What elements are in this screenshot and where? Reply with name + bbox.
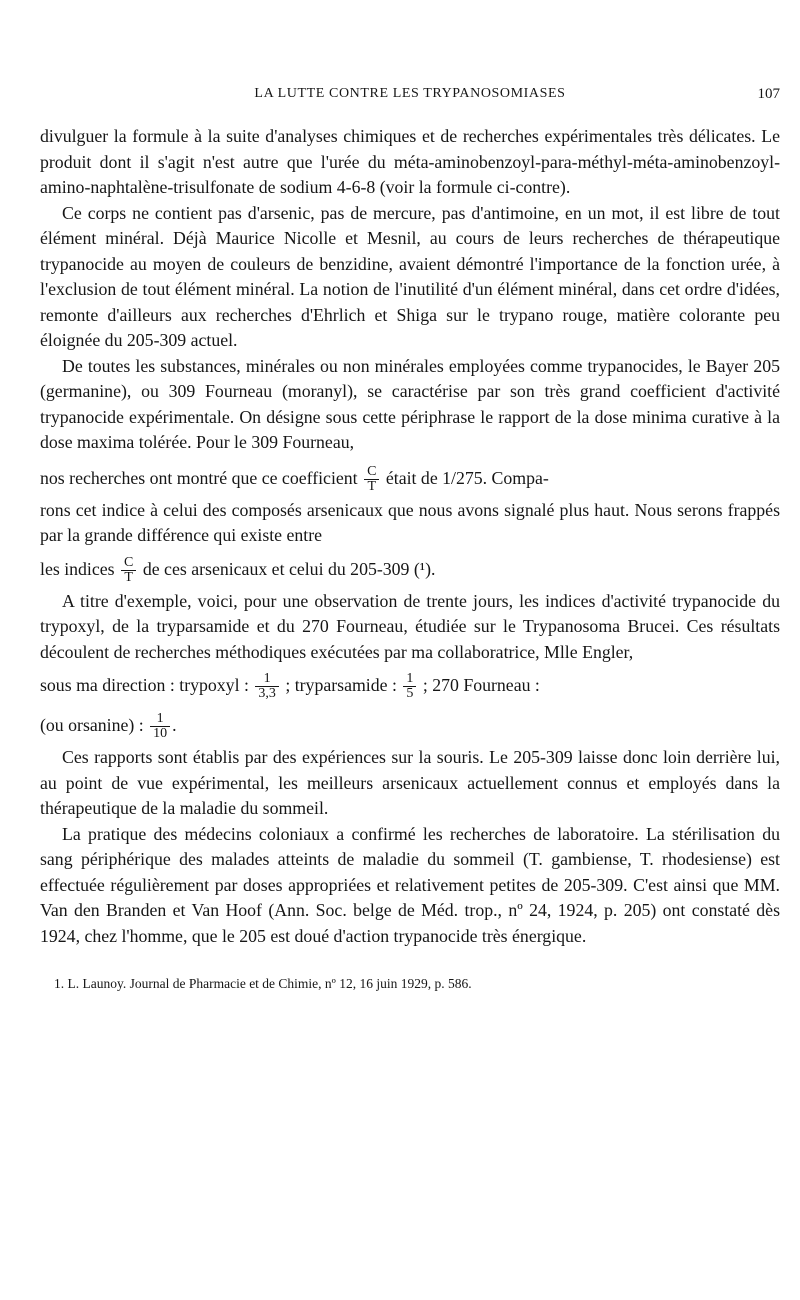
fraction-numerator: 1 bbox=[255, 672, 279, 687]
body-text bbox=[40, 124, 780, 949]
fraction-coefficient bbox=[364, 465, 379, 494]
orsanine-line: (ou orsanine) : $\frac{1}{10}$ . bbox=[40, 711, 177, 742]
fraction-numerator: 1 bbox=[150, 712, 170, 727]
fraction-indices bbox=[121, 556, 136, 585]
running-head-title: LA LUTTE CONTRE LES TRYPANOSOMIASES bbox=[254, 86, 566, 101]
fraction-tryparsamide bbox=[403, 672, 416, 701]
fraction-numerator: C bbox=[121, 556, 136, 571]
ratios-line bbox=[40, 665, 780, 705]
paragraph-3-continued: rons cet indice à celui des composés arsenicaux que nous avons signalé plus haut. Nous serons frappés par la grande différence qui existe entre bbox=[40, 499, 780, 545]
paragraph-2: Ce corps ne contient pas d'arsenic, pas de mercure, pas d'antimoine, en un mot, il est libre de tout élément minéral. Déjà Maurice Nicolle et Mesnil, au cours de leurs recherches de thérapeutique trypanocide au moyen de couleurs de benzidine, avaient démontré l'importance de la fonction urée, à l'exclusion de tout élément minéral. La notion de l'inutilité d'un élément minéral, dans cet ordre d'idées, remonte d'ailleurs aux recherches d'Ehrlich et Shiga sur le trypano rouge, matière colorante peu éloignée du 205-309 actuel. bbox=[40, 202, 780, 350]
fourneau-label: ; 270 Fourneau : bbox=[422, 675, 540, 695]
page bbox=[40, 86, 780, 993]
paragraph-6: La pratique des médecins coloniaux a confirmé les recherches de laboratoire. La stérilisation du sang périphérique des malades atteints de maladie du sommeil (T. gambiense, T. rhodesiense) est effectuée régulièrement par doses appropriées et relativement petites de 205-309. C'est ainsi que MM. Van den Branden et Van Hoof (Ann. Soc. belge de Méd. trop., nº 24, 1924, p. 205) ont constaté dès 1924, chez l'homme, que le 205 est doué d'action trypanocide très énergique. bbox=[40, 823, 780, 946]
fraction-denominator: T bbox=[124, 569, 133, 585]
tryparsamide-label: ; tryparsamide : bbox=[285, 675, 397, 695]
footnote: 1. L. Launoy. Journal de Pharmacie et de Chimie, nº 12, 16 juin 1929, p. 586. bbox=[54, 976, 472, 991]
fraction-trypoxyl bbox=[255, 672, 279, 701]
fraction-orsanine bbox=[150, 712, 170, 741]
indices-line bbox=[40, 549, 780, 589]
fraction-denominator: 5 bbox=[406, 686, 414, 702]
fraction-denominator: T bbox=[367, 478, 377, 494]
coefficient-text-after: était de 1/275. Compa- bbox=[385, 467, 549, 488]
fraction-denominator: 10 bbox=[153, 726, 168, 742]
coefficient-text-before: nos recherches ont montré que ce coefficient bbox=[40, 467, 358, 488]
running-head bbox=[40, 86, 780, 108]
page-number: 107 bbox=[757, 86, 780, 102]
paragraph-5: Ces rapports sont établis par des expériences sur la souris. Le 205-309 laisse donc loin derrière lui, au point de vue expérimental, les meilleurs arsenicaux actuellement connus et employés dans la thérapeutique de la maladie du sommeil. bbox=[40, 747, 780, 818]
coefficient-line bbox=[40, 458, 780, 498]
paragraph-1: divulguer la formule à la suite d'analyses chimiques et de recherches expérimentales très délicates. Le produit dont il s'agit n'est autre que l'urée du méta-aminobenzoyl-para-méthyl-méta-aminobenzoyl-amino-naphtalène-trisulfonate de sodium 4-6-8 (voir la formule ci-contre). bbox=[40, 126, 780, 197]
fraction-denominator: 3,3 bbox=[258, 686, 276, 702]
trypoxyl-label: sous ma direction : trypoxyl : bbox=[40, 675, 249, 695]
paragraph-4: A titre d'exemple, voici, pour une observation de trente jours, les indices d'activité trypanocide du trypoxyl, de la tryparsamide et du 270 Fourneau, étudiée sur le Trypanosoma Brucei. Ces résultats découlent de recherches méthodiques exécutées par ma collaboratrice, Mlle Engler, bbox=[40, 590, 780, 662]
fraction-numerator: 1 bbox=[403, 672, 416, 687]
indices-text-after: de ces arsenicaux et celui du 205-309 (¹). bbox=[142, 558, 436, 579]
orsanine-label: (ou orsanine) : bbox=[40, 715, 144, 735]
paragraph-3: De toutes les substances, minérales ou non minérales employées comme trypanocides, le Bayer 205 (germanine), ou 309 Fourneau (moranyl), se caractérise par son très grand coefficient d'activité trypanocide expérimentale. On désigne sous cette périphrase le rapport de la dose minima curative à la dose maxima tolérée. Pour le 309 Fourneau, bbox=[40, 355, 780, 452]
fraction-numerator: C bbox=[364, 465, 379, 480]
indices-text-before: les indices bbox=[40, 558, 115, 579]
